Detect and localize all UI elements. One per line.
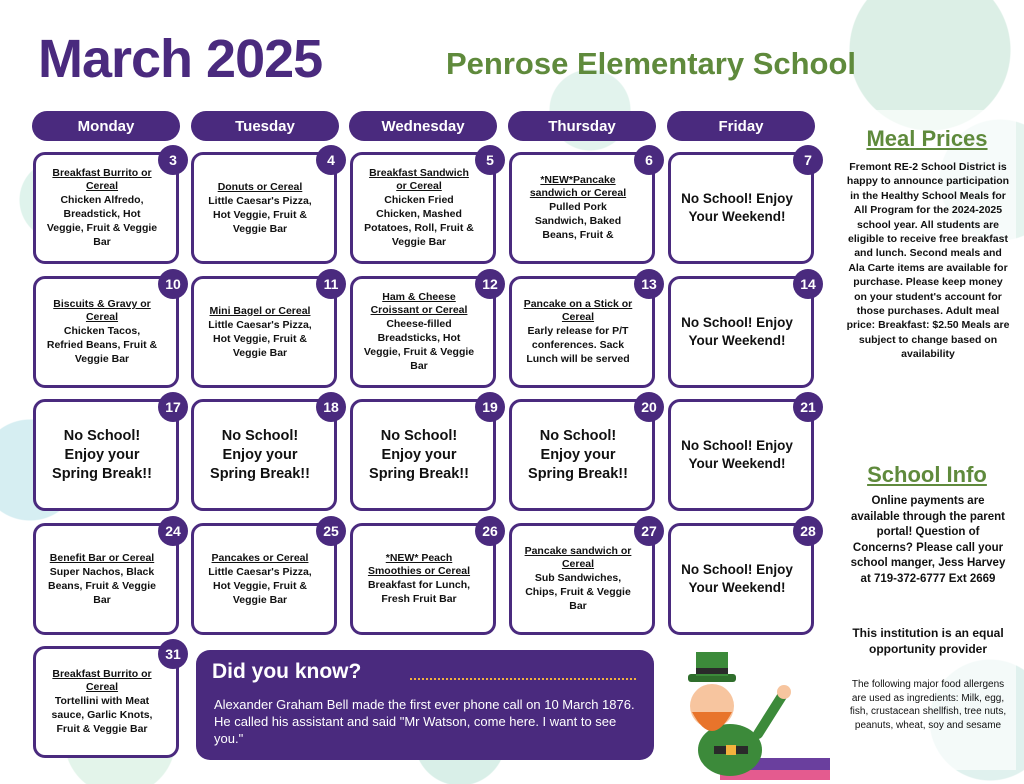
day-cell — [33, 523, 179, 635]
day-number: 24 — [158, 516, 188, 546]
lunch-item: Little Caesar's Pizza, Hot Veggie, Fruit & Veggie Bar — [208, 565, 312, 606]
lunch-item: Cheese-filled Breadsticks, Hot Veggie, Fruit & Veggie Bar — [363, 318, 475, 372]
lunch-item: Little Caesar's Pizza, Hot Veggie, Fruit & Veggie Bar — [208, 194, 312, 235]
no-school-note: No School! Enjoy your Spring Break!! — [528, 427, 628, 482]
day-header-friday: Friday — [667, 111, 815, 141]
day-number: 12 — [475, 269, 505, 299]
day-cell — [191, 152, 337, 264]
breakfast-item: Benefit Bar or Cereal — [49, 551, 155, 564]
day-cell — [350, 276, 496, 388]
dotted-divider — [410, 678, 636, 680]
meal-prices-heading: Meal Prices — [866, 126, 988, 151]
no-school-note: No School! Enjoy your Spring Break!! — [369, 427, 469, 482]
lunch-item: Early release for P/T conferences. Sack Lunch will be served — [526, 325, 630, 365]
breakfast-item: Breakfast Sandwich or Cereal — [369, 167, 469, 192]
day-number: 19 — [475, 392, 505, 422]
lunch-item: Breakfast for Lunch, Fresh Fruit Bar — [367, 579, 471, 605]
day-cell-spring-break — [191, 399, 337, 511]
day-cell — [33, 276, 179, 388]
day-number: 3 — [158, 145, 188, 175]
day-number: 5 — [475, 145, 505, 175]
breakfast-item: Ham & Cheese Croissant or Cereal — [370, 291, 468, 316]
no-school-note: No School! Enjoy Your Weekend! — [681, 438, 793, 471]
day-number: 27 — [634, 516, 664, 546]
leprechaun-arm — [758, 696, 782, 734]
day-number: 20 — [634, 392, 664, 422]
day-cell — [191, 523, 337, 635]
day-number: 26 — [475, 516, 505, 546]
day-number: 14 — [793, 269, 823, 299]
leprechaun-illustration — [660, 650, 830, 780]
breakfast-item: Pancake sandwich or Cereal — [524, 545, 632, 570]
day-cell — [350, 523, 496, 635]
lunch-item: Chicken Tacos, Refried Beans, Fruit & Veggie Bar — [46, 325, 158, 365]
day-header-monday: Monday — [32, 111, 180, 141]
breakfast-item: Breakfast Burrito or Cereal — [52, 167, 152, 192]
school-info-text: Online payments are available through the parent portal! Question of Concerns? Please call your school manger, Jess Harvey at 719-372-6777 Ext 2669 — [850, 495, 1006, 585]
no-school-note: No School! Enjoy your Spring Break!! — [210, 427, 310, 482]
lunch-item: Little Caesar's Pizza, Hot Veggie, Fruit & Veggie Bar — [208, 318, 312, 359]
breakfast-item: *NEW* Peach Smoothies or Cereal — [367, 552, 471, 577]
day-cell — [509, 152, 655, 264]
day-cell — [350, 152, 496, 264]
day-cell — [191, 276, 337, 388]
did-you-know-text: Alexander Graham Bell made the first ever phone call on 10 March 1876. He called his assistant and said "Mr Watson, come here. I want to see you." — [214, 697, 635, 746]
day-number: 10 — [158, 269, 188, 299]
no-school-note: No School! Enjoy Your Weekend! — [681, 562, 793, 595]
day-cell — [509, 276, 655, 388]
breakfast-item: Donuts or Cereal — [217, 180, 303, 193]
no-school-note: No School! Enjoy Your Weekend! — [681, 191, 793, 224]
lunch-item: Pulled Pork Sandwich, Baked Beans, Fruit & — [534, 201, 622, 241]
allergen-text: The following major food allergens are used as ingredients: Milk, egg, fish, crustacean shellfish, tree nuts, peanuts, wheat, soy and sesame — [849, 679, 1007, 731]
belt-buckle — [726, 745, 736, 755]
day-number: 13 — [634, 269, 664, 299]
breakfast-item: Mini Bagel or Cereal — [209, 304, 311, 317]
day-header-thursday: Thursday — [508, 111, 656, 141]
school-info-heading: School Info — [867, 462, 987, 487]
did-you-know-title: Did you know? — [212, 660, 362, 683]
day-number: 28 — [793, 516, 823, 546]
day-number: 4 — [316, 145, 346, 175]
breakfast-item: Pancakes or Cereal — [211, 551, 309, 564]
leprechaun-hand — [777, 685, 791, 699]
day-cell-no-school — [668, 399, 814, 511]
breakfast-item: Breakfast Burrito or Cereal — [52, 668, 152, 693]
lunch-item: Sub Sandwiches, Chips, Fruit & Veggie Bar — [525, 572, 631, 612]
breakfast-item: *NEW*Pancake sandwich or Cereal — [529, 174, 627, 199]
day-number: 18 — [316, 392, 346, 422]
breakfast-item: Pancake on a Stick or Cereal — [523, 298, 633, 323]
meal-prices-text: Fremont RE-2 School District is happy to announce participation in the Healthy School Meals for All Program for the 2024-2025 school year. All students are eligible to receive free breakfast and lunch. Second meals and Ala Carte items are available for purchase. Please keep money on your student's account for those purchases. Adult meal price: Breakfast: $2.50 Meals are subject to change based on availability — [846, 161, 1010, 361]
day-number: 11 — [316, 269, 346, 299]
day-number: 31 — [158, 639, 188, 669]
breakfast-item: Biscuits & Gravy or Cereal — [53, 298, 151, 323]
day-number: 17 — [158, 392, 188, 422]
school-name: Penrose Elementary School — [446, 46, 857, 81]
day-cell — [33, 152, 179, 264]
day-number: 21 — [793, 392, 823, 422]
day-cell-no-school — [668, 276, 814, 388]
day-cell — [33, 646, 179, 758]
equal-opportunity-text: This institution is an equal opportunity provider — [852, 626, 1004, 656]
lunch-item: Super Nachos, Black Beans, Fruit & Veggie Bar — [48, 565, 156, 606]
day-cell-no-school — [668, 152, 814, 264]
day-cell-spring-break — [350, 399, 496, 511]
day-cell-spring-break — [33, 399, 179, 511]
no-school-note: No School! Enjoy your Spring Break!! — [52, 427, 152, 482]
hat-band — [696, 668, 728, 674]
day-header-wednesday: Wednesday — [349, 111, 497, 141]
lunch-item: Chicken Alfredo, Breadstick, Hot Veggie, Fruit & Veggie Bar — [46, 194, 158, 248]
calendar-month-title: March 2025 — [38, 29, 323, 89]
day-number: 7 — [793, 145, 823, 175]
day-cell-no-school — [668, 523, 814, 635]
day-cell — [509, 523, 655, 635]
day-number: 6 — [634, 145, 664, 175]
no-school-note: No School! Enjoy Your Weekend! — [681, 315, 793, 348]
lunch-item: Chicken Fried Chicken, Mashed Potatoes, Roll, Fruit & Veggie Bar — [364, 194, 474, 248]
lunch-item: Tortellini with Meat sauce, Garlic Knots, Fruit & Veggie Bar — [51, 695, 153, 735]
day-cell-spring-break — [509, 399, 655, 511]
day-number: 25 — [316, 516, 346, 546]
did-you-know-panel — [196, 650, 654, 760]
day-header-tuesday: Tuesday — [191, 111, 339, 141]
